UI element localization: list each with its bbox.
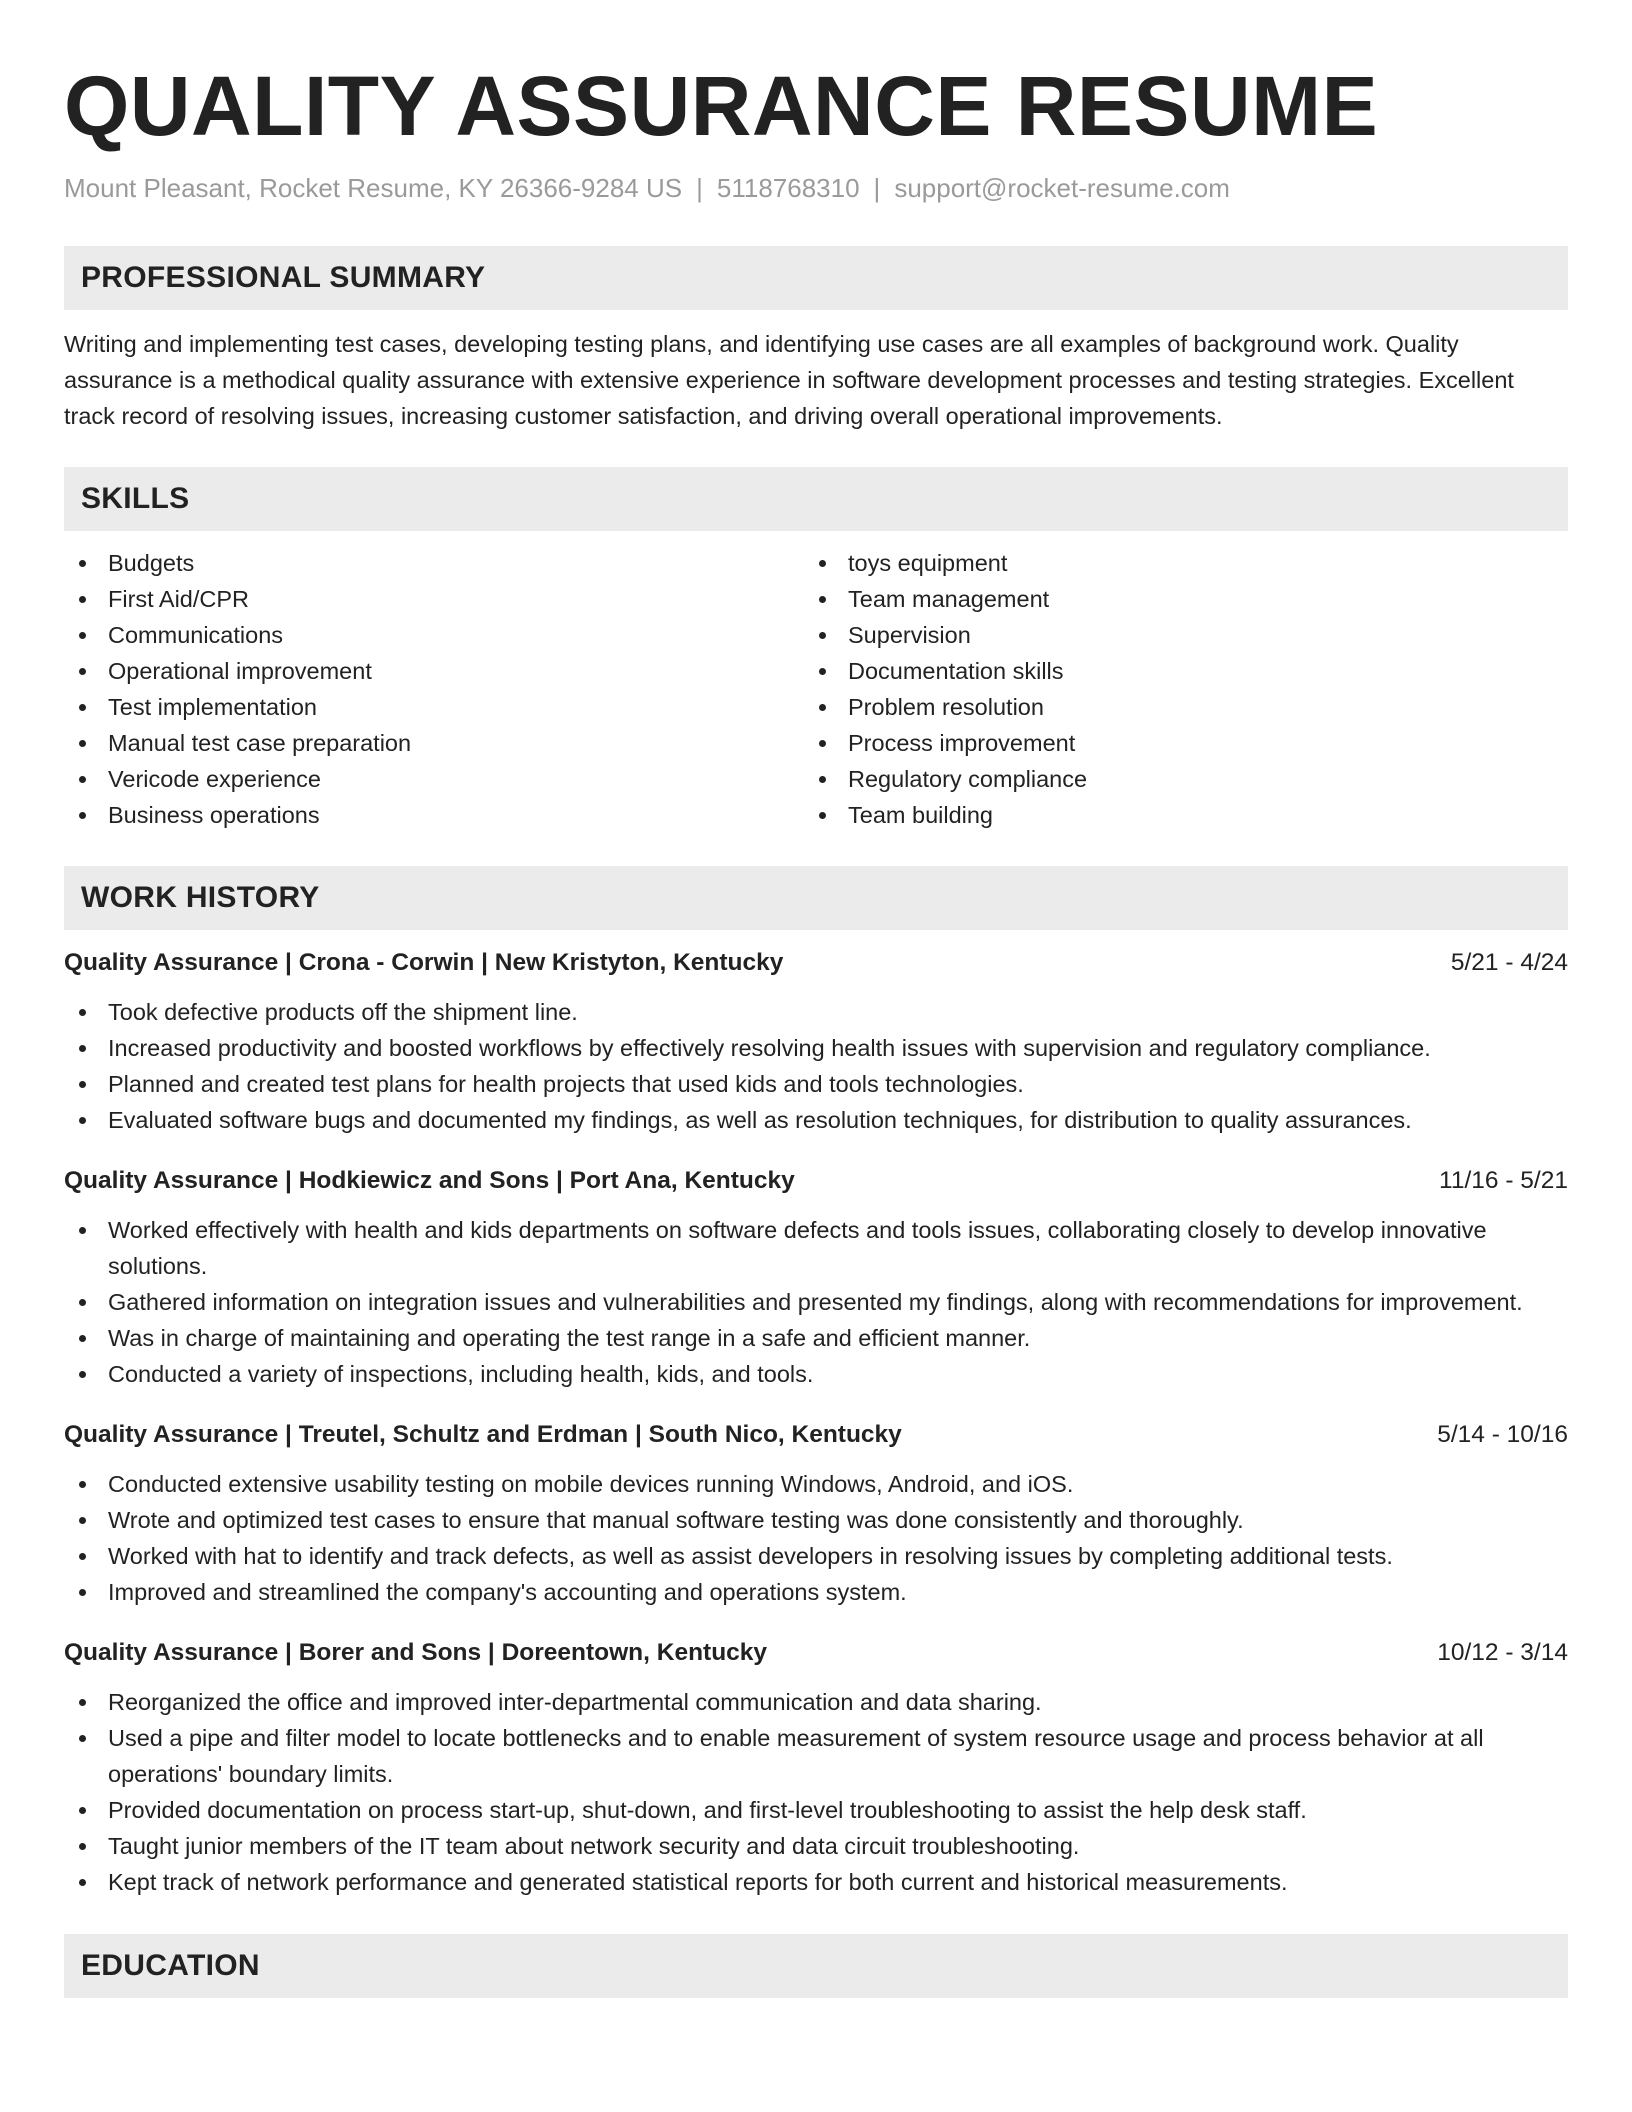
job-bullet <box>64 1684 1568 1720</box>
job-bullet-text: Evaluated software bugs and documented my findings, as well as resolution techniques, for distribution to quality assurances. <box>108 1107 1412 1133</box>
job-bullet-text: Was in charge of maintaining and operating the test range in a safe and efficient manner. <box>108 1325 1031 1351</box>
bullet-icon <box>819 812 826 819</box>
skills-column-left <box>64 545 804 833</box>
skill-item-text: Business operations <box>108 802 320 828</box>
bullet-icon <box>79 1371 86 1378</box>
bullet-icon <box>79 1589 86 1596</box>
bullet-icon <box>819 632 826 639</box>
bullet-icon <box>819 776 826 783</box>
job-bullet <box>64 1828 1568 1864</box>
job-title: Quality Assurance | Crona - Corwin | New Kristyton, Kentucky <box>64 949 784 976</box>
skill-item <box>64 581 804 617</box>
job-header <box>64 1418 1568 1452</box>
bullet-icon <box>79 668 86 675</box>
skill-item <box>64 545 804 581</box>
skill-item-text: Test implementation <box>108 694 317 720</box>
job-bullet <box>64 1212 1568 1284</box>
skill-item-text: Team management <box>848 586 1050 612</box>
bullet-icon <box>79 1117 86 1124</box>
bullet-icon <box>79 1227 86 1234</box>
job-bullet <box>64 1356 1568 1392</box>
job-header <box>64 1636 1568 1670</box>
job-bullet-list <box>64 1212 1568 1392</box>
bullet-icon <box>79 1699 86 1706</box>
job-dates: 5/21 - 4/24 <box>1450 949 1568 976</box>
job-bullet-text: Conducted a variety of inspections, including health, kids, and tools. <box>108 1361 814 1387</box>
job-bullet-list <box>64 1684 1568 1900</box>
job-bullet <box>64 1502 1568 1538</box>
bullet-icon <box>819 704 826 711</box>
job-bullet-text: Conducted extensive usability testing on mobile devices running Windows, Android, and iOS. <box>108 1471 1074 1497</box>
job-bullet-text: Worked with hat to identify and track defects, as well as assist developers in resolving issues by completing additional tests. <box>108 1543 1393 1569</box>
skill-item-text: Budgets <box>108 550 195 576</box>
section-header-professional-summary: PROFESSIONAL SUMMARY <box>64 246 1568 310</box>
bullet-icon <box>79 1553 86 1560</box>
contact-phone: 5118768310 <box>716 173 860 203</box>
bullet-icon <box>79 776 86 783</box>
skill-item-text: Process improvement <box>848 730 1076 756</box>
job-bullet-text: Increased productivity and boosted workflows by effectively resolving health issues with supervision and regulatory compliance. <box>108 1035 1431 1061</box>
skill-item <box>64 617 804 653</box>
job-bullet <box>64 994 1568 1030</box>
bullet-icon <box>819 596 826 603</box>
job-bullet-text: Took defective products off the shipment line. <box>108 999 578 1025</box>
bullet-icon <box>79 560 86 567</box>
bullet-icon <box>819 560 826 567</box>
job-bullet-text: Used a pipe and filter model to locate bottlenecks and to enable measurement of system resource usage and process behavior at all operations' boundary limits. <box>108 1725 1484 1787</box>
job-dates: 5/14 - 10/16 <box>1437 1421 1568 1448</box>
skill-item-text: toys equipment <box>848 550 1008 576</box>
job-bullet <box>64 1320 1568 1356</box>
contact-separator: | <box>696 173 703 203</box>
skill-item-text: Documentation skills <box>848 658 1064 684</box>
resume-title: QUALITY ASSURANCE RESUME <box>64 59 1379 153</box>
bullet-icon <box>79 632 86 639</box>
skill-item <box>64 725 804 761</box>
job-bullet-text: Provided documentation on process start-up, shut-down, and first-level troubleshooting to assist the help desk staff. <box>108 1797 1307 1823</box>
job-dates: 10/12 - 3/14 <box>1437 1639 1568 1666</box>
job-bullet <box>64 1030 1568 1066</box>
skill-item-text: Communications <box>108 622 284 648</box>
job-bullet-text: Taught junior members of the IT team about network security and data circuit troubleshooting. <box>108 1833 1080 1859</box>
skill-item <box>804 617 1087 653</box>
bullet-icon <box>79 704 86 711</box>
bullet-icon <box>79 740 86 747</box>
job-bullet <box>64 1466 1568 1502</box>
job-header <box>64 1164 1568 1198</box>
bullet-icon <box>79 1045 86 1052</box>
bullet-icon <box>79 1335 86 1342</box>
contact-email: support@rocket-resume.com <box>894 173 1230 203</box>
work-history-list <box>64 946 1568 1900</box>
skill-item-text: Vericode experience <box>108 766 321 792</box>
job-bullet <box>64 1864 1568 1900</box>
skill-item-text: Problem resolution <box>848 694 1044 720</box>
skill-item <box>804 689 1087 725</box>
skill-item-text: Team building <box>848 802 994 828</box>
job-dates: 11/16 - 5/21 <box>1439 1167 1568 1194</box>
bullet-icon <box>79 1299 86 1306</box>
skill-item <box>64 797 804 833</box>
skill-item <box>804 797 1087 833</box>
skill-item <box>64 653 804 689</box>
job-entry <box>64 946 1568 1138</box>
contact-separator: | <box>873 173 881 203</box>
job-entry <box>64 1636 1568 1900</box>
job-bullet <box>64 1538 1568 1574</box>
bullet-icon <box>819 740 826 747</box>
skill-item-text: Operational improvement <box>108 658 372 684</box>
job-bullet <box>64 1066 1568 1102</box>
summary-paragraph: Writing and implementing test cases, developing testing plans, and identifying use cases are all examples of background work. Quality assurance is a methodical quality assurance with extensive experience in software development processes and testing strategies. Excellent track record of resolving issues, increasing customer satisfaction, and driving overall operational improvements. <box>64 331 1514 429</box>
contact-line <box>64 172 1568 204</box>
skill-item-text: Supervision <box>848 622 971 648</box>
job-bullet-text: Kept track of network performance and generated statistical reports for both current and historical measurements. <box>108 1869 1288 1895</box>
job-entry <box>64 1418 1568 1610</box>
skill-item-text: Manual test case preparation <box>108 730 412 756</box>
bullet-icon <box>79 1009 86 1016</box>
skill-item <box>804 653 1087 689</box>
job-bullet-text: Gathered information on integration issues and vulnerabilities and presented my findings, along with recommendations for improvement. <box>108 1289 1523 1315</box>
skill-item-text: Regulatory compliance <box>848 766 1088 792</box>
skill-item <box>64 761 804 797</box>
job-header <box>64 946 1568 980</box>
section-header-skills: SKILLS <box>64 467 1568 531</box>
job-bullet <box>64 1792 1568 1828</box>
skill-item <box>64 689 804 725</box>
bullet-icon <box>79 1807 86 1814</box>
job-bullet <box>64 1102 1568 1138</box>
job-bullet <box>64 1720 1568 1792</box>
skill-item-text: First Aid/CPR <box>108 586 250 612</box>
contact-address: Mount Pleasant, Rocket Resume, KY 26366-9284 US <box>64 173 683 203</box>
job-title: Quality Assurance | Treutel, Schultz and Erdman | South Nico, Kentucky <box>64 1421 902 1448</box>
job-bullet-text: Planned and created test plans for health projects that used kids and tools technologies. <box>108 1071 1024 1097</box>
bullet-icon <box>79 1081 86 1088</box>
job-bullet-text: Wrote and optimized test cases to ensure that manual software testing was done consistently and thoroughly. <box>108 1507 1244 1533</box>
bullet-icon <box>79 812 86 819</box>
bullet-icon <box>79 1735 86 1742</box>
skill-item <box>804 725 1087 761</box>
job-bullet-list <box>64 994 1568 1138</box>
bullet-icon <box>79 1879 86 1886</box>
job-bullet-text: Worked effectively with health and kids departments on software defects and tools issues, collaborating closely to develop innovative solutions. <box>108 1217 1487 1279</box>
job-bullet-list <box>64 1466 1568 1610</box>
job-bullet-text: Improved and streamlined the company's accounting and operations system. <box>108 1579 907 1605</box>
skills-grid <box>64 545 1568 833</box>
job-bullet <box>64 1574 1568 1610</box>
job-entry <box>64 1164 1568 1392</box>
skill-item <box>804 581 1087 617</box>
section-header-education: EDUCATION <box>64 1934 1568 1998</box>
bullet-icon <box>79 1517 86 1524</box>
job-title: Quality Assurance | Borer and Sons | Doreentown, Kentucky <box>64 1639 768 1666</box>
job-bullet <box>64 1284 1568 1320</box>
bullet-icon <box>79 1843 86 1850</box>
bullet-icon <box>79 1481 86 1488</box>
job-bullet-text: Reorganized the office and improved inter-departmental communication and data sharing. <box>108 1689 1042 1715</box>
job-title: Quality Assurance | Hodkiewicz and Sons | Port Ana, Kentucky <box>64 1167 795 1194</box>
bullet-icon <box>819 668 826 675</box>
skills-column-right <box>804 545 1087 833</box>
skill-item <box>804 545 1087 581</box>
section-header-work-history: WORK HISTORY <box>64 866 1568 930</box>
bullet-icon <box>79 596 86 603</box>
skill-item <box>804 761 1087 797</box>
